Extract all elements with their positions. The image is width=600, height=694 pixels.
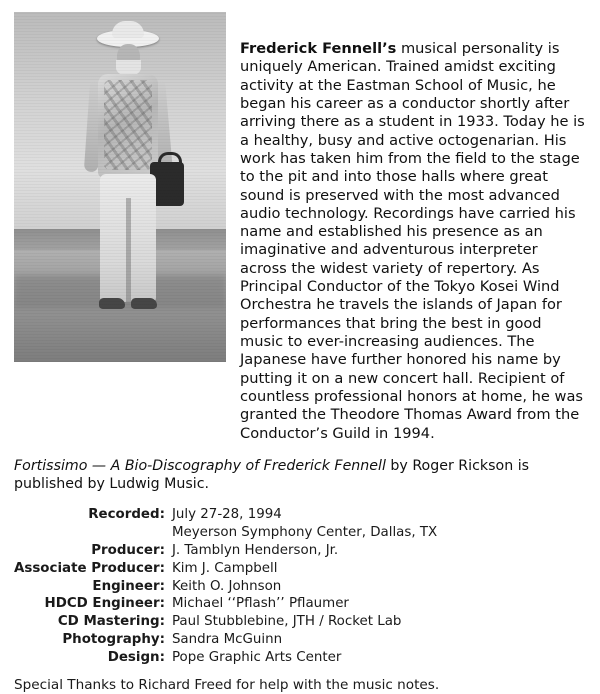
credit-value: Kim J. Campbell (171, 560, 278, 576)
table-row (14, 631, 586, 649)
book-caption-rest: by Roger Rickson is published by Ludwig Music. (14, 457, 530, 493)
credit-value: Sandra McGuinn (171, 632, 283, 648)
trousers (100, 174, 156, 302)
credit-value-sub: Meyerson Symphony Center, Dallas, TX (171, 525, 438, 541)
credit-value (172, 506, 586, 542)
right-shoe (131, 298, 157, 309)
credit-value: Keith O. Johnson (171, 578, 282, 594)
credit-label: Associate Producer: (14, 560, 165, 576)
credit-label: Recorded: (88, 507, 165, 523)
credit-label: Engineer: (92, 578, 165, 594)
credit-value: Pope Graphic Arts Center (171, 649, 342, 665)
biography-paragraph (240, 12, 586, 443)
credit-value: J. Tamblyn Henderson, Jr. (171, 542, 339, 558)
credit-label: HDCD Engineer: (44, 596, 165, 612)
credit-value: Paul Stubblebine, JTH / Rocket Lab (171, 614, 402, 630)
credit-label: Design: (107, 649, 165, 665)
table-row (14, 560, 586, 578)
credit-value-main: July 27-28, 1994 (171, 507, 282, 523)
credit-label: Photography: (62, 632, 165, 648)
special-thanks: Special Thanks to Richard Freed for help with the music notes. (14, 676, 440, 693)
book-title: Fortissimo — A Bio-Discography of Frederick Fennell (14, 457, 386, 474)
table-row (14, 595, 586, 613)
table-row (14, 649, 586, 667)
credits-table (14, 506, 586, 666)
credit-label: Producer: (91, 542, 165, 558)
shirt (98, 74, 158, 178)
table-row (14, 613, 586, 631)
photo-figure (80, 30, 176, 345)
biography-body: musical personality is uniquely American. Trained amidst exciting activity at the Eastman School of Music, he began his career as a conductor shortly after arriving there as a student in 1933. Today he is a healthy, busy and active octogenarian. His work has taken him from the field to the stage to the pit and into those halls where great sound is preserved with the most advanced audio technology. Recordings have carried his name and established his presence as an imaginative and adventurous interpreter across the widest variety of repertory. As Principal Conductor of the Tokyo Kosei Wind Orchestra he travels the islands of Japan for performances that bring the best in good music to ever-increasing audiences. The Japanese have further honored his name by putting it on a new concert hall. Recipient of countless professional honors at home, he was granted the Theodore Thomas Award from the Conductor’s Guild in 1994. (240, 40, 585, 442)
biography-lead: Frederick Fennell’s (240, 40, 397, 57)
portrait-photo (14, 12, 226, 362)
photo-container (14, 12, 226, 362)
top-section (14, 12, 586, 443)
table-row (14, 578, 586, 596)
credit-label: CD Mastering: (57, 614, 165, 630)
table-row (14, 506, 586, 542)
hat-crown (112, 21, 144, 38)
left-shoe (99, 298, 125, 309)
credit-value: Michael ‘‘Pflash’’ Pflaumer (171, 596, 349, 612)
table-row (14, 542, 586, 560)
book-caption (14, 457, 586, 493)
